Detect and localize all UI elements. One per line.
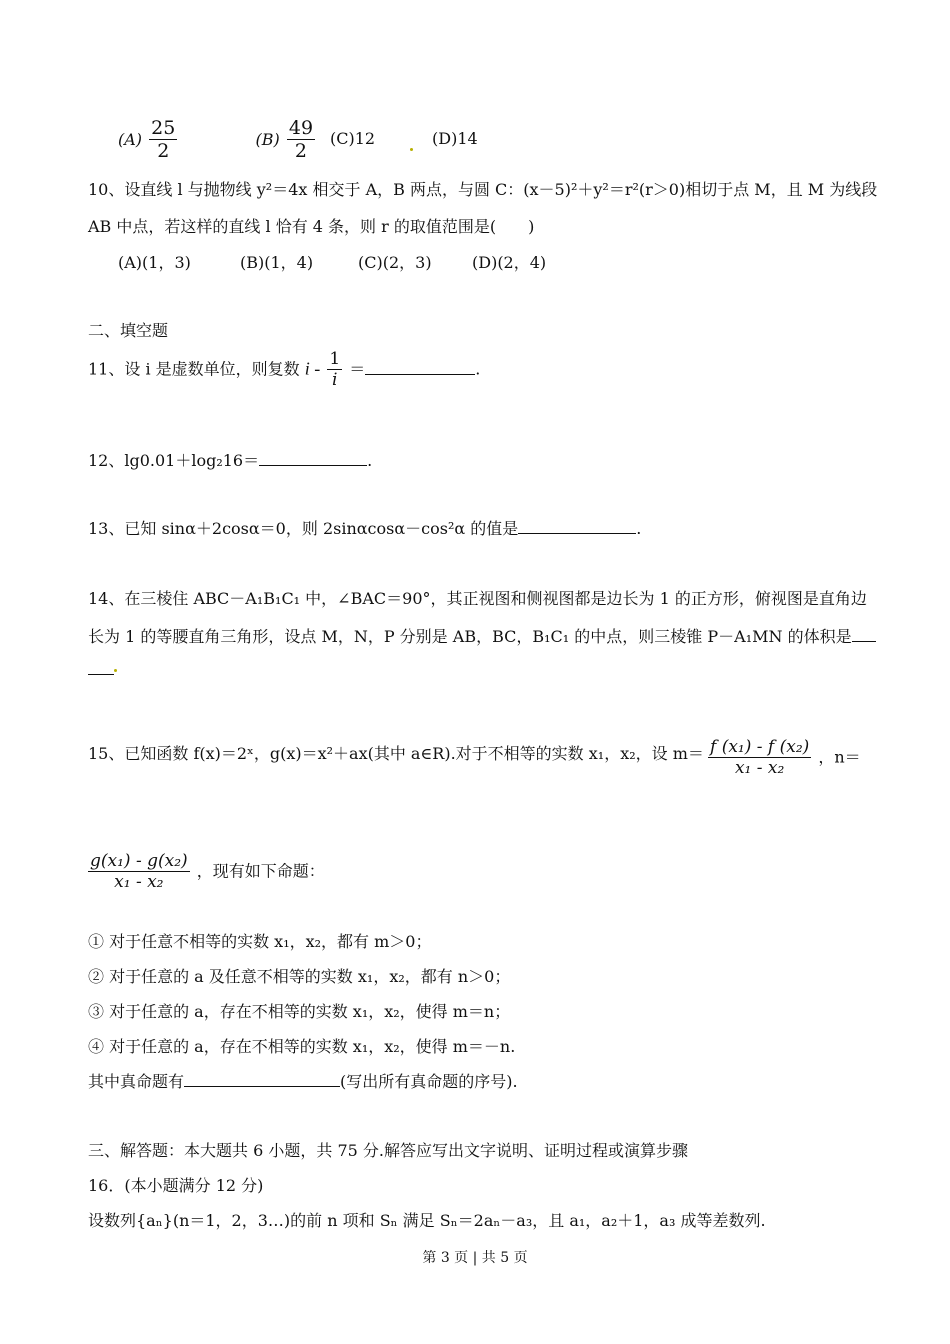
q14-line1: 14、在三棱住 ABC－A₁B₁C₁ 中，∠BAC＝90°，其正视图和侧视图都是边长为 1 的正方形，俯视图是直角边	[88, 589, 867, 608]
answer-blank	[518, 519, 636, 534]
stray-dot	[114, 669, 117, 672]
q10-line2: AB 中点，若这样的直线 l 恰有 4 条，则 r 的取值范围是( )	[88, 217, 535, 236]
q15-n-fraction: $\frac{\text{g(x₁) - g(x₂)}}{\text{x₁ - x₂}}$ ，现有如下命题：	[90, 851, 325, 892]
q15-line1: 15、已知函数 f(x)＝2ˣ，g(x)＝x²＋ax(其中 a∈R).对于不相等的实数 x₁，x₂，设 m＝	[88, 744, 704, 763]
answer-blank	[365, 360, 475, 375]
q15-proposition-4: ④ 对于任意的 a，存在不相等的实数 x₁，x₂，使得 m＝－n.	[88, 1037, 516, 1056]
q10-option-b: (B)(1，4)	[240, 253, 314, 272]
q10-option-d: (D)(2，4)	[472, 253, 547, 272]
q15-ask: 其中真命题有 (写出所有真命题的序号).	[88, 1072, 518, 1091]
answer-blank	[184, 1072, 340, 1087]
q9-option-c: (C)12	[330, 129, 376, 148]
page-footer: 第 3 页 | 共 5 页	[422, 1250, 528, 1266]
section-fill-in-heading: 二、填空题	[88, 321, 169, 340]
q10-option-a: (A)(1，3)	[118, 253, 191, 272]
q13: 13、已知 sinα＋2cosα＝0，则 2sinαcosα－cos²α 的值是 .	[88, 519, 642, 538]
q15-m-fraction: $\frac{\text{f (x₁) - f (x₂)}}{\text{x₁ - x₂}}$ ，n＝	[710, 737, 861, 778]
q16-heading: 16．(本小题满分 12 分)	[88, 1176, 264, 1195]
q9-option-b: (B) $\frac{49}{2}$	[255, 117, 314, 162]
q9-option-a: (A) $\frac{25}{2}$	[118, 117, 176, 162]
q14-blank-cont	[88, 660, 117, 679]
answer-blank	[259, 451, 367, 466]
q9-options	[118, 118, 317, 163]
q14-line2: 长为 1 的等腰直角三角形，设点 M，N，P 分别是 AB，BC，B₁C₁ 的中点，则三棱锥 P－A₁MN 的体积是	[88, 624, 876, 647]
stray-dot	[410, 148, 413, 151]
q15-proposition-1: ① 对于任意不相等的实数 x₁，x₂，都有 m＞0；	[88, 932, 432, 951]
q10-option-c: (C)(2，3)	[358, 253, 432, 272]
answer-blank	[88, 660, 114, 675]
q10-line1: 10、设直线 l 与抛物线 y²＝4x 相交于 A，B 两点，与圆 C：(x－5)²＋y²＝r²(r＞0)相切于点 M，且 M 为线段	[88, 180, 878, 199]
q15-proposition-2: ② 对于任意的 a 及任意不相等的实数 x₁，x₂，都有 n＞0；	[88, 967, 511, 986]
answer-blank	[852, 627, 876, 642]
q15-proposition-3: ③ 对于任意的 a，存在不相等的实数 x₁，x₂，使得 m＝n；	[88, 1002, 511, 1021]
q16-body: 设数列{aₙ}(n＝1，2，3…)的前 n 项和 Sₙ 满足 Sₙ＝2aₙ－a₃，且 a₁，a₂＋1，a₃ 成等差数列.	[88, 1211, 766, 1230]
q9-option-d: (D)14	[432, 129, 478, 148]
q12: 12、lg0.01＋log₂16＝ .	[88, 451, 373, 470]
q11: 11、设 i 是虚数单位，则复数 i - $\frac{1}{i}$ ＝ .	[88, 349, 481, 390]
section-solutions-heading: 三、解答题：本大题共 6 小题，共 75 分.解答应写出文字说明、证明过程或演算步骤	[88, 1141, 688, 1160]
